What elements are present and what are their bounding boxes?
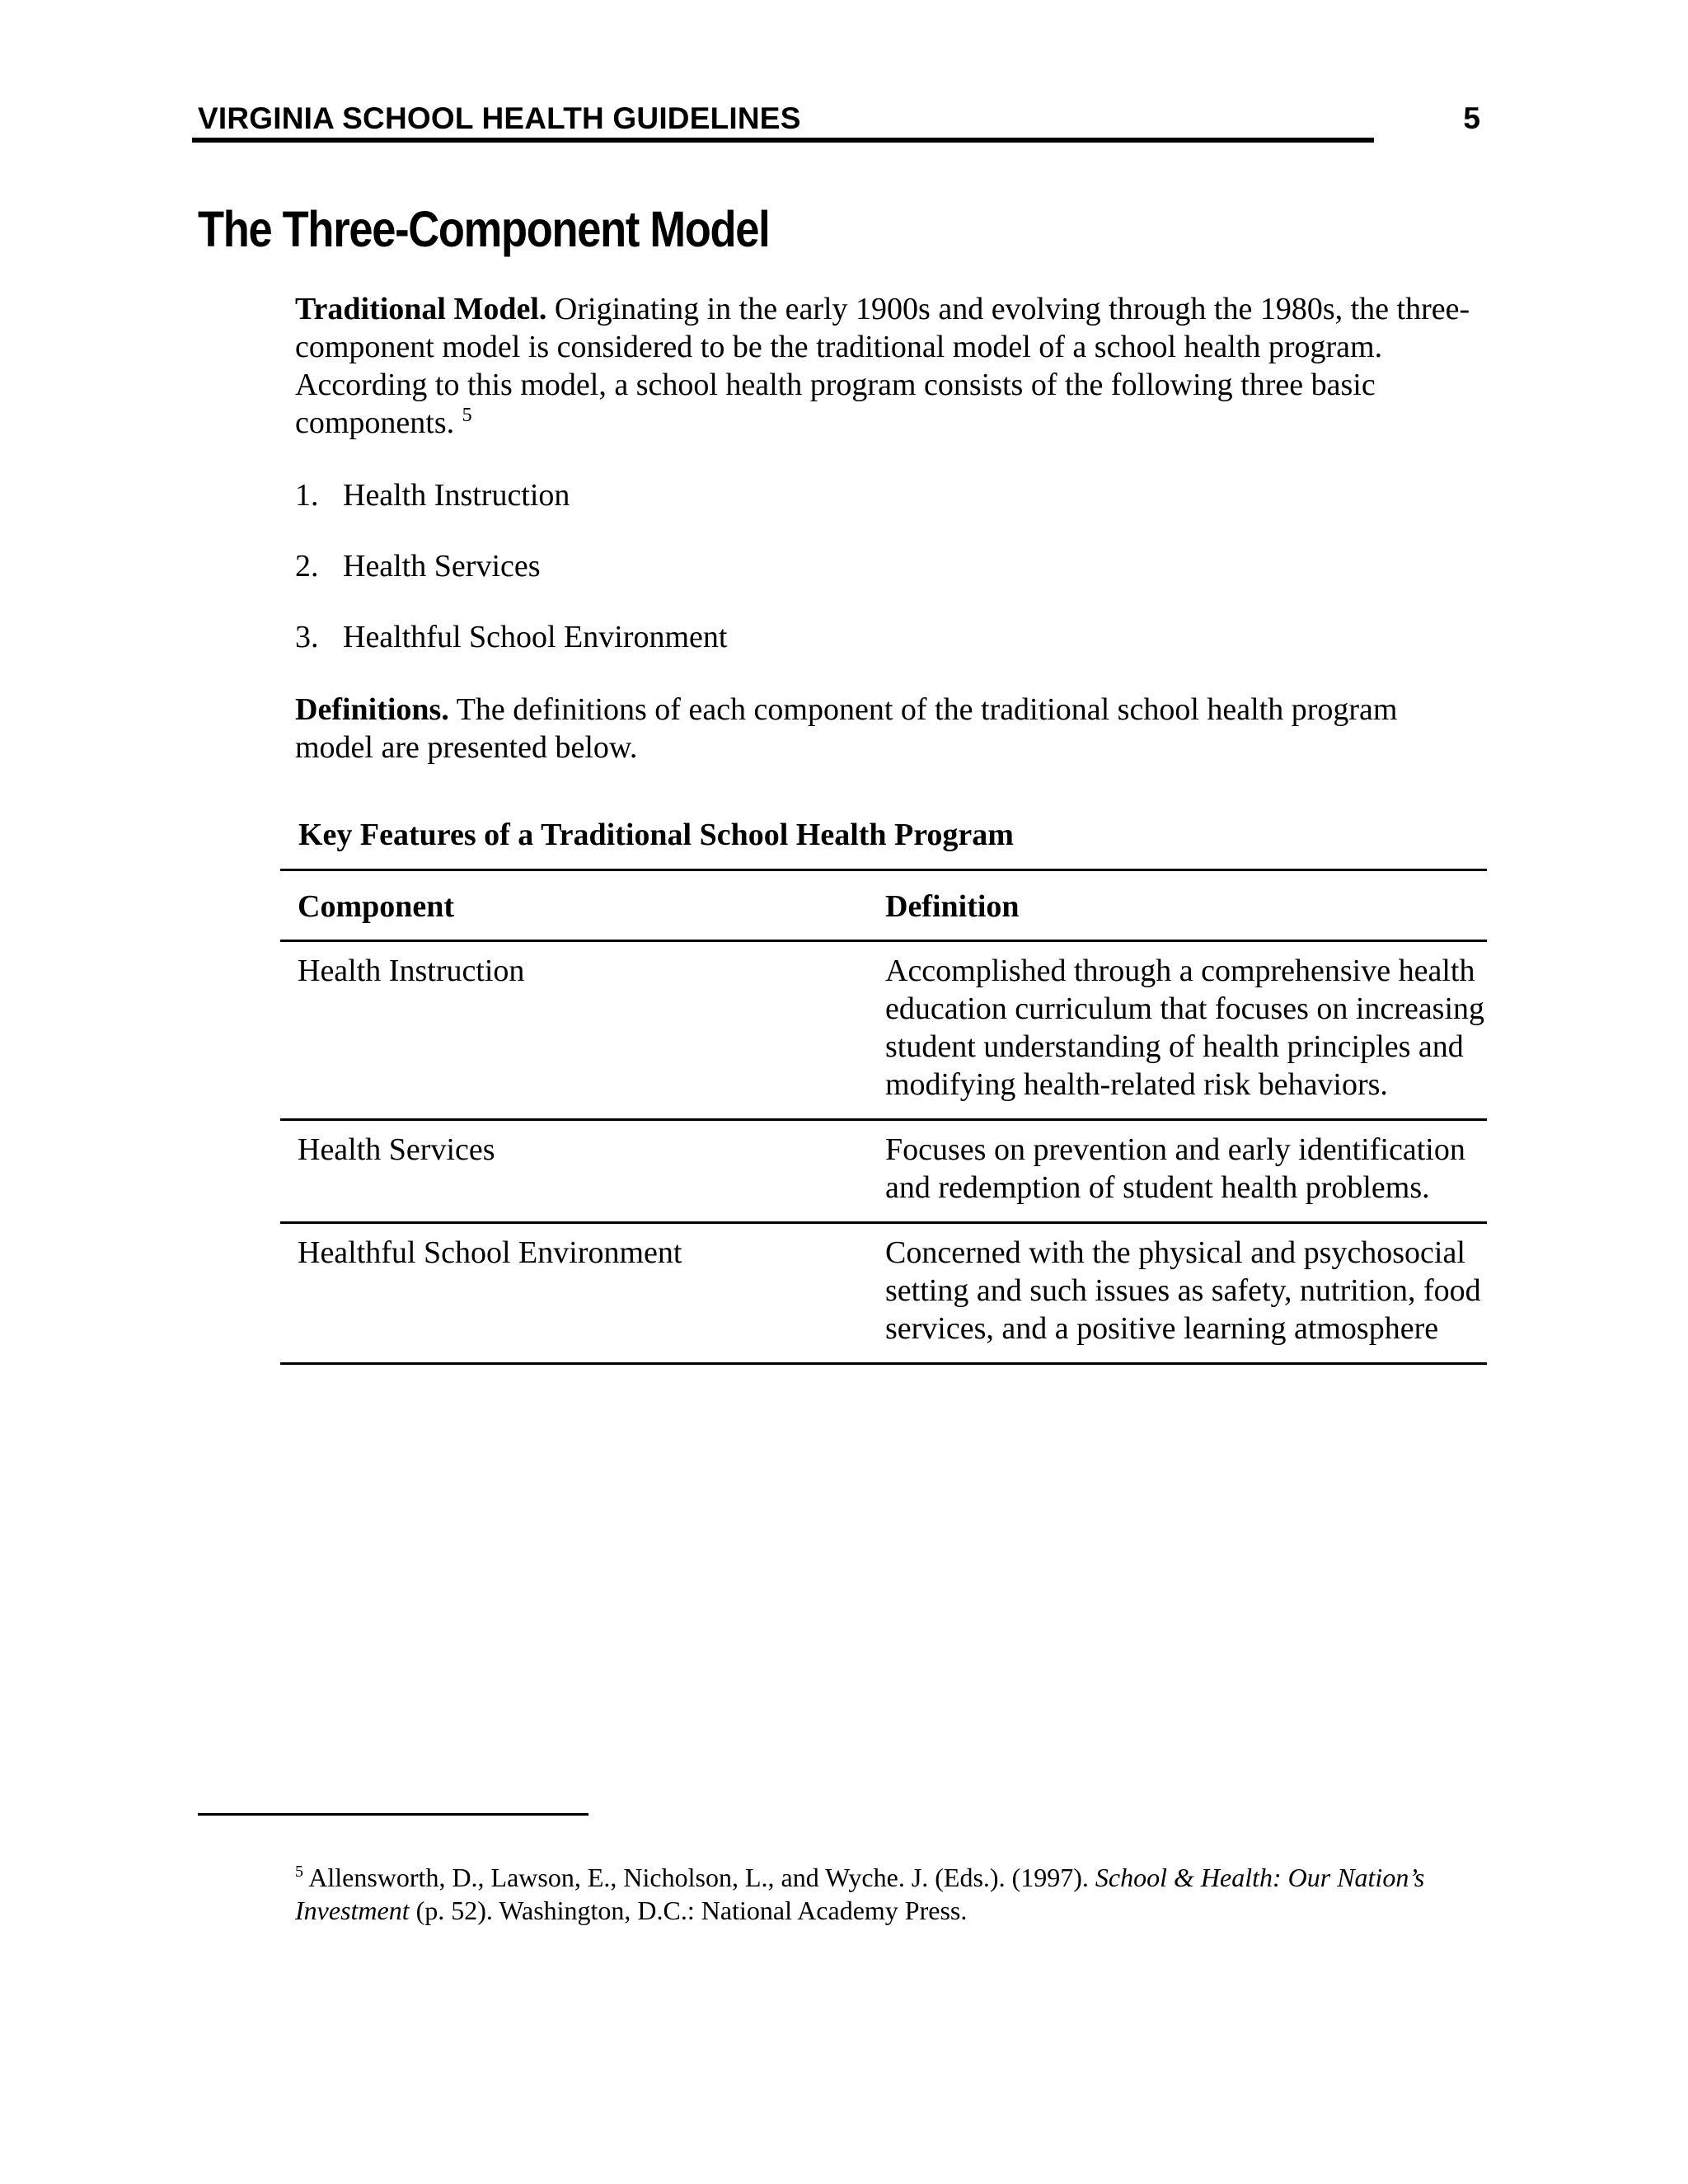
definitions-text [295,691,1482,766]
list-item [295,547,727,618]
list-item-number: 2. [295,549,319,583]
header-rule [192,138,1374,143]
table-caption: Key Features of a Traditional School Health Program [298,818,1014,852]
list-item [295,618,727,689]
cell-definition [885,941,1487,1120]
definitions-lead: Definitions. [295,692,449,727]
footnote-text-after: (p. 52). Washington, D.C.: National Academy Press. [409,1896,968,1925]
column-header-definition: Definition [885,889,1020,924]
cell-definition [885,1120,1487,1223]
definition-text: Focuses on prevention and early identification and redemption of student health problems. [885,1132,1465,1205]
footnote-number: 5 [295,1863,303,1881]
list-item-label: Health Instruction [343,478,570,513]
list-item-label: Healthful School Environment [343,620,728,654]
list-item-label: Health Services [343,549,541,583]
footnote-ref: 5 [462,405,472,426]
definitions-body: The definitions of each component of the traditional school health program model are presented below. [295,692,1398,765]
page-number: 5 [1463,101,1480,135]
table-row [280,1223,1487,1364]
intro-lead: Traditional Model. [295,292,547,326]
definitions-paragraph [295,691,1482,766]
intro-body: Originating in the early 1900s and evolving through the 1980s, the three-component model is considered to be the traditional model of a school health program. According to this model, a school health program consists of the following three basic components. [295,292,1470,440]
key-features-table [280,869,1487,1365]
table-row [280,1120,1487,1223]
table-row [280,941,1487,1120]
definition-text: Concerned with the physical and psychosocial setting and such issues as safety, nutrition, food services, and a positive learning atmosphere [885,1235,1481,1346]
intro-text [295,290,1482,442]
footnote-rule [198,1813,588,1816]
footnote-title: School & Health: Our Nation’s Investment [295,1863,1425,1925]
components-list [295,476,727,689]
intro-paragraph [295,290,1482,442]
table-header-row [280,870,1487,941]
footnote [295,1861,1482,1927]
cell-definition [885,1223,1487,1364]
cell-component: Health Services [298,1132,495,1167]
definition-text: Accomplished through a comprehensive health education curriculum that focuses on increasing student understanding of health principles and modifying health-related risk behaviors. [885,954,1485,1102]
cell-component: Health Instruction [298,954,525,988]
page-title: The Three-Component Model [198,201,770,257]
cell-component: Healthful School Environment [298,1235,682,1270]
header-title: VIRGINIA SCHOOL HEALTH GUIDELINES [198,101,801,135]
list-item [295,476,727,547]
list-item-number: 3. [295,620,319,654]
list-item-number: 1. [295,478,319,513]
column-header-component: Component [298,889,455,924]
footnote-text-before: Allensworth, D., Lawson, E., Nicholson, L., and Wyche. J. (Eds.). (1997). [308,1863,1095,1892]
